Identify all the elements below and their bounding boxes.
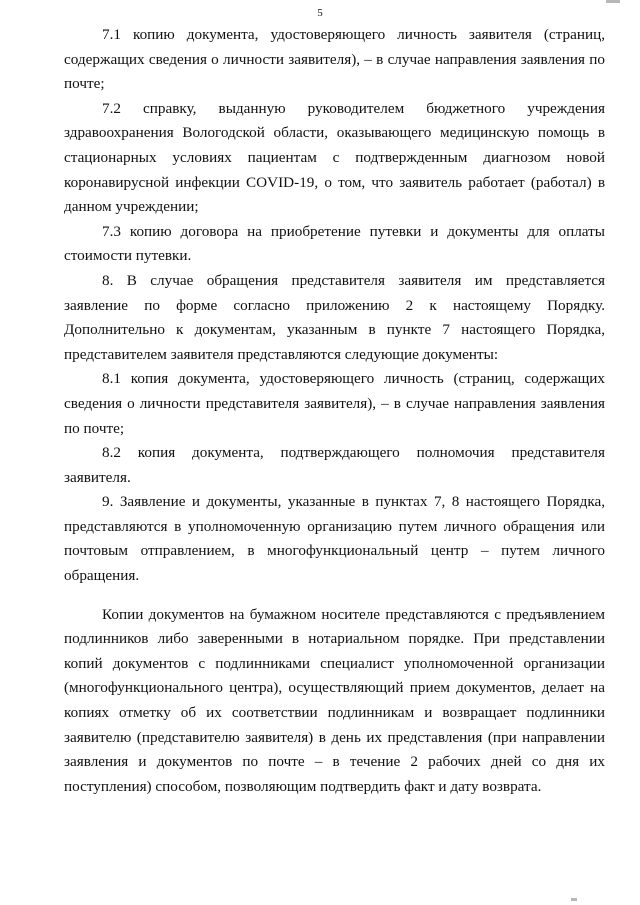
paragraph-7-3: 7.3 копию договора на приобретение путевки и документы для оплаты стоимости путевки. bbox=[64, 222, 605, 265]
page-number: 5 bbox=[317, 7, 323, 19]
document-body bbox=[64, 23, 605, 799]
paragraph-7-1: 7.1 копию документа, удостоверяющего личность заявителя (страниц, содержащих сведения о личности заявителя), – в случае направления заявления по почте; bbox=[64, 26, 605, 93]
paragraph-8-2: 8.2 копия документа, подтверждающего полномочия представителя заявителя. bbox=[64, 444, 605, 486]
scan-artifact-dot bbox=[571, 898, 577, 901]
paragraph-copies: Копии документов на бумажном носителе представляются с предъявлением подлинников либо заверенными в нотариальном порядке. При представлении копий документов с подлинниками специалист уполномоченной организации (многофункционального центра), осуществляющий прием документов, делает на копиях отметку об их соответствии подлинникам и возвращает подлинники заявителю (представителю заявителя) в день их представления (при направлении заявления и документов по почте – в течение 2 рабочих дней со дня их поступления) способом, позволяющим подтвердить факт и дату возврата. bbox=[64, 605, 605, 795]
paragraph-8-1: 8.1 копия документа, удостоверяющего личность (страниц, содержащих сведения о личности представителя заявителя), – в случае направления заявления по почте; bbox=[64, 370, 605, 437]
paragraph-7-2: 7.2 справку, выданную руководителем бюджетного учреждения здравоохранения Вологодской области, оказывающего медицинскую помощь в стационарных условиях пациентам с подтвержденным диагнозом новой коронавирусной инфекции COVID-19, о том, что заявитель работает (работал) в данном учреждении; bbox=[64, 99, 605, 216]
paragraph-8: 8. В случае обращения представителя заявителя им представляется заявление по форме согласно приложению 2 к настоящему Порядку. Дополнительно к документам, указанным в пункте 7 настоящего Порядка, представителем заявителя представляются следующие документы: bbox=[64, 271, 605, 363]
paragraph-9: 9. Заявление и документы, указанные в пунктах 7, 8 настоящего Порядка, представляются в уполномоченную организацию путем личного обращения или почтовым отправлением, в многофункциональный центр – путем личного обращения. bbox=[64, 493, 605, 585]
scan-artifact-mark bbox=[606, 0, 620, 3]
